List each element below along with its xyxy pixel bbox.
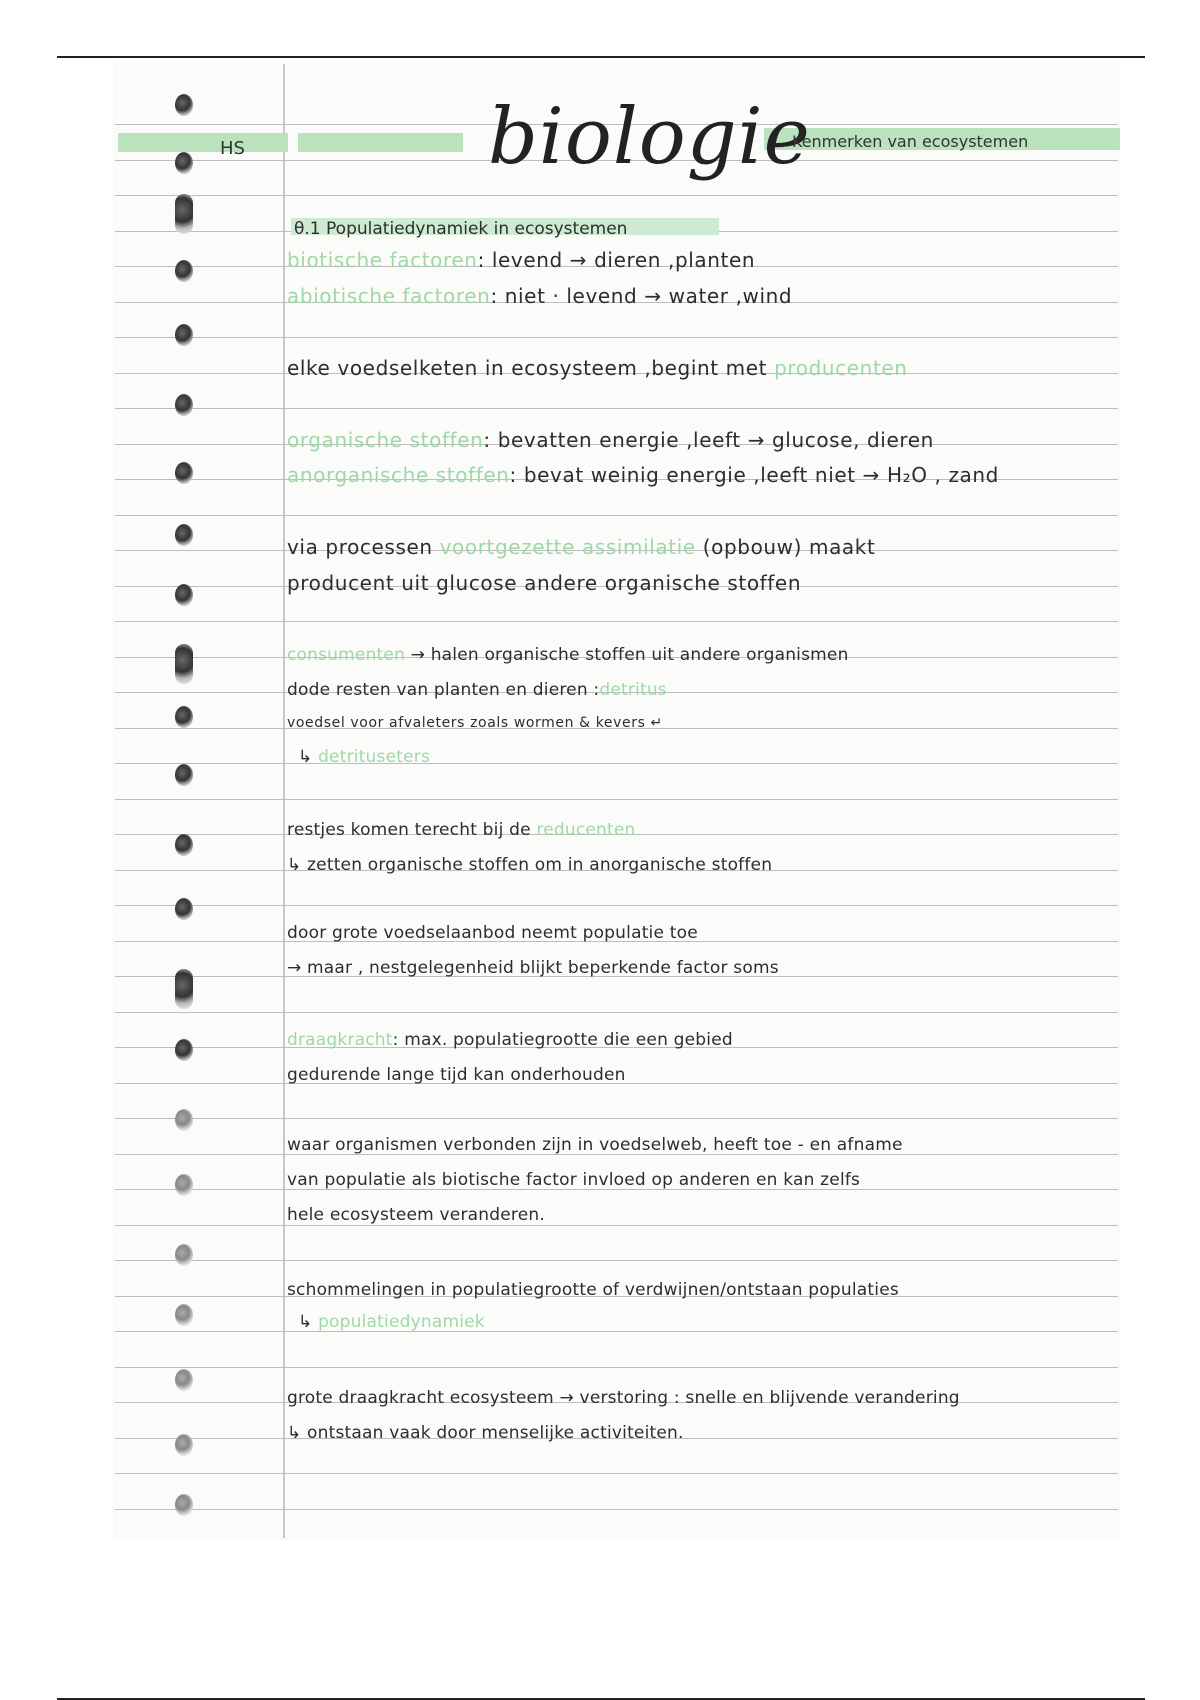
note-disturbance: grote draagkracht ecosysteem → verstoring : snelle en blijvende verandering — [287, 1388, 960, 1408]
ruled-line — [115, 1367, 1118, 1368]
corner-label: HS — [220, 138, 245, 159]
term-organic: organische stoffen — [287, 428, 484, 452]
binder-hole — [175, 834, 193, 856]
ruled-line — [115, 763, 1118, 764]
binder-hole — [175, 1174, 193, 1196]
section-heading: θ.1 Populatiedynamiek in ecosystemen — [294, 219, 628, 239]
note-disturbance-2: ↳ ontstaan vaak door menselijke activiteiten. — [287, 1423, 684, 1443]
term-abiotic: abiotische factoren — [287, 284, 491, 308]
ruled-line — [115, 1331, 1118, 1332]
note-leftovers — [287, 820, 636, 840]
binder-hole — [175, 1434, 193, 1456]
term-detritus-eaters: detrituseters — [318, 747, 431, 767]
term-capacity: draagkracht — [287, 1030, 393, 1050]
binder-hole — [175, 152, 193, 174]
note-web-1: waar organismen verbonden zijn in voedselweb, heeft toe - en afname — [287, 1135, 903, 1155]
binder-hole — [175, 898, 193, 920]
note-food-supply-1: door grote voedselaanbod neemt populatie toe — [287, 923, 698, 943]
binder-hole — [175, 1304, 193, 1326]
term-inorganic: anorganische stoffen — [287, 463, 510, 487]
note-fluctuations: schommelingen in populatiegrootte of verdwijnen/ontstaan populaties — [287, 1280, 899, 1300]
subject-label: Kenmerken van ecosystemen — [792, 132, 1029, 151]
binder-hole — [175, 644, 193, 684]
text-remains: dode resten van planten en dieren : — [287, 680, 600, 700]
note-inorganic — [287, 463, 999, 487]
binder-hole — [175, 394, 193, 416]
note-consumers — [287, 645, 849, 665]
binder-hole — [175, 764, 193, 786]
note-web-3: hele ecosysteem veranderen. — [287, 1205, 545, 1225]
note-food: voedsel voor afvaleters zoals wormen & kevers ↵ — [287, 715, 663, 731]
note-detritus-eaters — [298, 747, 430, 767]
binder-hole — [175, 260, 193, 282]
note-pop-dynamics — [298, 1312, 485, 1332]
note-capacity — [287, 1030, 733, 1050]
ruled-line — [115, 515, 1118, 516]
ruled-line — [115, 905, 1118, 906]
margin-line — [283, 64, 285, 1538]
binder-hole — [175, 194, 193, 234]
term-producers: producenten — [774, 356, 908, 380]
header-highlight-left — [118, 133, 288, 152]
text-abiotic: : niet · levend → water ,wind — [490, 284, 793, 308]
binder-hole — [175, 969, 193, 1009]
ruled-line — [115, 1260, 1118, 1261]
binder-hole — [175, 462, 193, 484]
term-detritus: detritus — [599, 680, 667, 700]
binder-hole — [175, 324, 193, 346]
ruled-line — [115, 799, 1118, 800]
term-reducers: reducenten — [536, 820, 636, 840]
arrow-fluct: ↳ — [298, 1312, 313, 1332]
binder-hole — [175, 94, 193, 116]
term-pop-dynamics: populatiedynamiek — [318, 1312, 485, 1332]
binder-hole — [175, 1244, 193, 1266]
term-assimilation: voortgezette assimilatie — [439, 535, 696, 559]
ruled-line — [115, 1118, 1118, 1119]
ruled-line — [115, 408, 1118, 409]
text-organic: : bevatten energie ,leeft → glucose, dieren — [483, 428, 934, 452]
term-biotic: biotische factoren — [287, 248, 478, 272]
ruled-line — [115, 1509, 1118, 1510]
text-biotic: : levend → dieren ,planten — [477, 248, 756, 272]
binder-hole — [175, 1109, 193, 1131]
page-title: biologie — [488, 92, 811, 182]
header-highlight-mid — [298, 133, 463, 152]
note-biotic — [287, 248, 755, 272]
ruled-line — [115, 621, 1118, 622]
arrow-detritus: ↳ — [298, 747, 313, 767]
text-consumers: → halen organische stoffen uit andere organismen — [410, 645, 849, 665]
text-leftovers: restjes komen terecht bij de — [287, 820, 531, 840]
note-remains — [287, 680, 667, 700]
binder-hole — [175, 1039, 193, 1061]
ruled-line — [115, 195, 1118, 196]
binder-hole — [175, 584, 193, 606]
binder-hole — [175, 706, 193, 728]
binder-hole — [175, 524, 193, 546]
note-process-2: producent uit glucose andere organische stoffen — [287, 571, 802, 595]
note-process — [287, 535, 875, 559]
note-capacity-2: gedurende lange tijd kan onderhouden — [287, 1065, 626, 1085]
text-chain: elke voedselketen in ecosysteem ,begint met — [287, 356, 768, 380]
note-abiotic — [287, 284, 792, 308]
note-food-supply-2: → maar , nestgelegenheid blijkt beperkende factor soms — [287, 958, 779, 978]
text-inorganic: : bevat weinig energie ,leeft niet → H₂O , zand — [509, 463, 999, 487]
note-food-chain — [287, 356, 908, 380]
note-convert: ↳ zetten organische stoffen om in anorganische stoffen — [287, 855, 773, 875]
note-organic — [287, 428, 934, 452]
text-process-2: (opbouw) maakt — [702, 535, 876, 559]
text-capacity: : max. populatiegrootte die een gebied — [392, 1030, 733, 1050]
ruled-line — [115, 1225, 1118, 1226]
binder-hole — [175, 1494, 193, 1516]
note-web-2: van populatie als biotische factor invloed op anderen en kan zelfs — [287, 1170, 861, 1190]
ruled-line — [115, 337, 1118, 338]
top-rule — [57, 56, 1145, 58]
ruled-line — [115, 1012, 1118, 1013]
binder-hole — [175, 1369, 193, 1391]
text-process-1: via processen — [287, 535, 433, 559]
ruled-line — [115, 1473, 1118, 1474]
term-consumers: consumenten — [287, 645, 406, 665]
